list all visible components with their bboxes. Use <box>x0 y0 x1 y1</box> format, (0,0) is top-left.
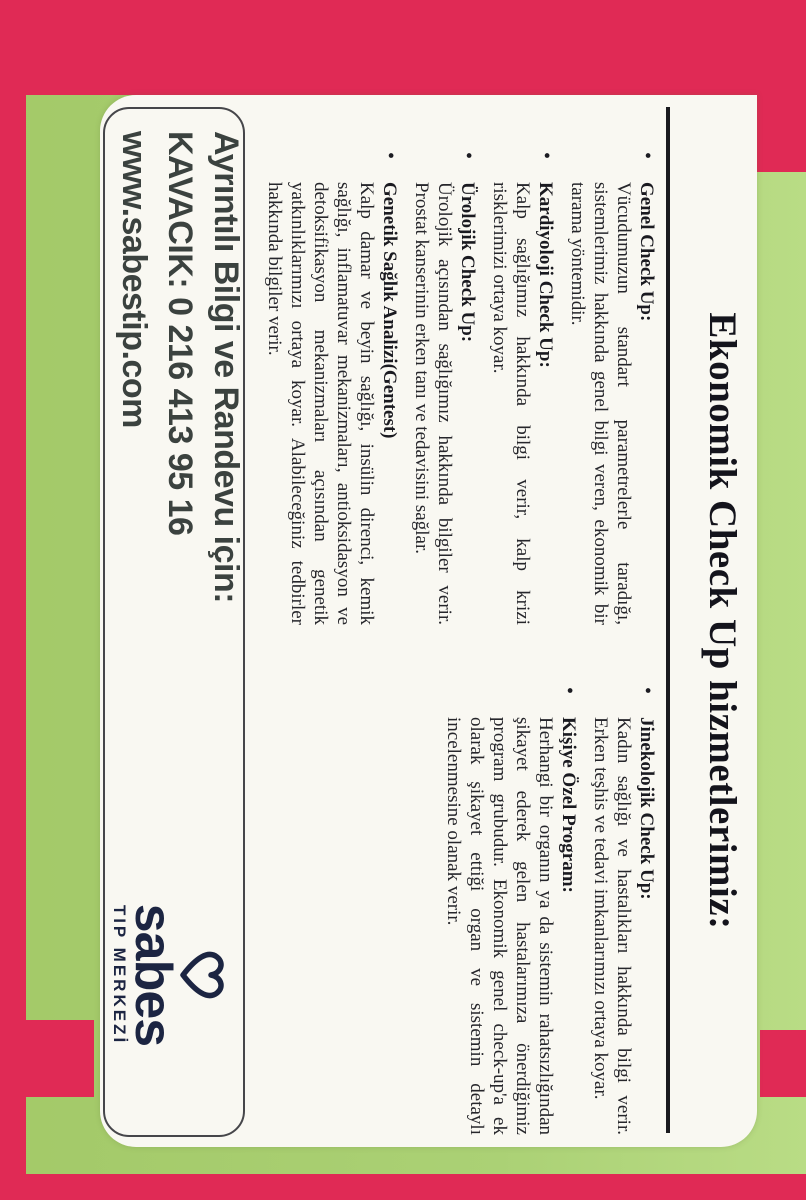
bullet-icon: • <box>636 152 658 160</box>
heart-icon <box>179 948 227 1002</box>
service-item-kardiyoloji <box>488 145 557 625</box>
content-card <box>100 95 757 1147</box>
sabes-logo <box>109 867 227 1083</box>
page-title: Ekonomik Check Up hizmetlerimiz: <box>701 312 744 930</box>
red-frame-bottom-strip <box>0 0 26 1200</box>
contact-phone-line: KAVACIK: 0 216 413 95 16 <box>161 131 199 536</box>
bullet-icon: • <box>558 687 580 695</box>
red-fold-mark-bottom <box>24 1020 94 1097</box>
service-body: Kalp damar ve beyin sağlığı, insülin direnci, kemik sağlığı, inflamatuvar mekanizmaları, antioksidasyon ve detoksifikasyon mekanizmaları açısından genetik yatkınlıklarımızı ortaya koyar. Alabileceğiniz tedbirler hakkında bilgiler verir. <box>264 182 377 625</box>
service-header: Kardiyoloji Check Up: <box>535 182 556 368</box>
service-column-left <box>254 145 658 625</box>
service-item-urolojik <box>410 145 479 625</box>
bullet-icon: • <box>379 152 401 160</box>
service-body: Kadın sağlığı ve hastalıkları hakkında bilgi verir. Erken teşhis ve tedavi imkanlarımızı ortaya koyar. <box>590 717 634 1135</box>
service-body: Vücudumuzun standart parametrelerle taradığı, sistemlerimiz hakkında genel bilgi veren, ekonomik bir tarama yöntemidir. <box>567 182 634 625</box>
service-header: Jinekolojik Check Up: <box>636 717 657 900</box>
title-divider <box>666 107 670 1133</box>
bullet-icon: • <box>457 152 479 160</box>
logo-wordmark: sabes <box>124 903 182 1047</box>
service-body: Ürolojik açısından sağlığımız hakkında bilgiler verir. Prostat kanserinin erken tanı ve tedavisini sağlar. <box>411 182 455 625</box>
bullet-icon: • <box>535 152 557 160</box>
red-fold-mark-top <box>760 1030 806 1097</box>
contact-box <box>103 107 245 1137</box>
bullet-icon: • <box>636 687 658 695</box>
logo-subtitle: TIP MERKEZİ <box>110 904 129 1046</box>
service-header: Genel Check Up: <box>636 182 657 322</box>
service-item-genetik <box>263 145 401 625</box>
service-header: Kişiye Özel Program: <box>558 717 579 893</box>
service-item-kisiye-ozel <box>442 680 580 1135</box>
service-item-genel <box>566 145 658 625</box>
service-body: Kalp sağlığımız hakkında bilgi verir, kalp krizi risklerimizi ortaya koyar. <box>489 182 533 625</box>
service-body: Herhangi bir organın ya da sistemin rahatsızlığından şikayet ederek gelen hastalarımıza önerdiğimiz program grubudur. Ekonomik genel check-up'a ek olarak şikayet ettiği organ ve sistemin detaylı incelenmesine olanak verir. <box>443 717 556 1135</box>
service-column-right <box>254 680 658 1135</box>
service-item-jinekolojik <box>589 680 658 1135</box>
service-header: Genetik Sağlık Analizi(Gentest) <box>379 182 400 439</box>
service-columns <box>254 145 658 1137</box>
contact-info <box>111 131 249 603</box>
red-frame-right-strip <box>0 1174 806 1200</box>
contact-website: www.sabestip.com <box>115 131 153 428</box>
contact-info-line: Ayrıntılı Bilgi ve Randevu için: <box>207 131 245 604</box>
service-header: Ürolojik Check Up: <box>457 182 478 343</box>
